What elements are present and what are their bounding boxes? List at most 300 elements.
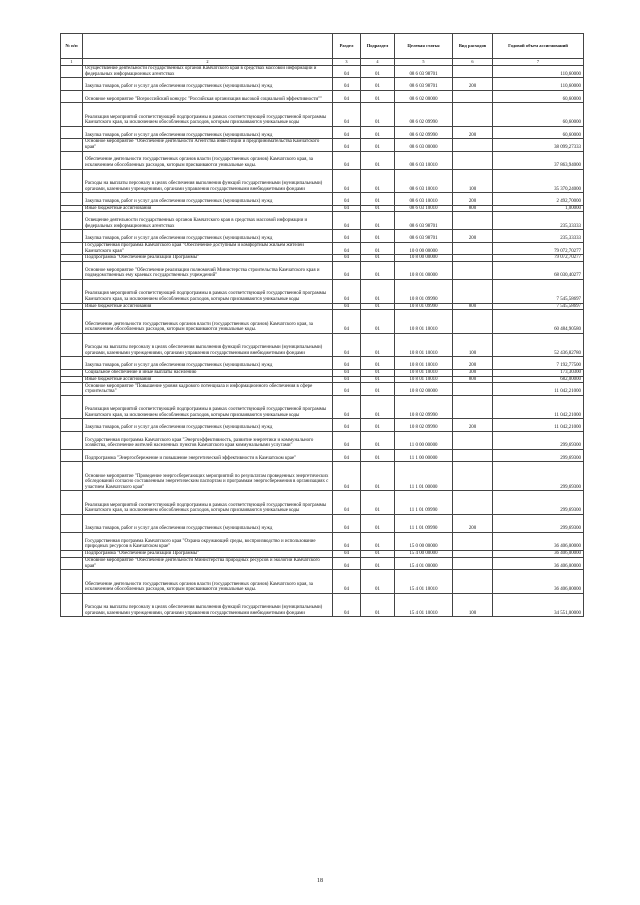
row-target-article-cell: 11 0 00 00000 xyxy=(395,431,453,449)
row-expense-type-cell: 800 xyxy=(453,303,493,310)
row-target-article-cell: 10 8 01 09990 xyxy=(395,303,453,310)
row-razdel-cell: 04 xyxy=(333,242,361,254)
row-expense-type-cell xyxy=(453,491,493,515)
row-podrazdel-cell: 01 xyxy=(361,533,395,551)
column-number: 5 xyxy=(395,59,453,66)
row-target-article-cell: 10 8 02 00000 xyxy=(395,383,453,395)
row-target-article-cell: 08 6 03 10010 xyxy=(395,169,453,193)
table-row xyxy=(61,66,584,78)
table-row xyxy=(61,78,584,90)
row-amount-cell: 235,33333 xyxy=(493,230,584,242)
row-expense-type-cell: 200 xyxy=(453,419,493,431)
row-expense-type-cell: 200 xyxy=(453,193,493,205)
row-target-article-cell: 10 8 01 10010 xyxy=(395,310,453,334)
column-number: 6 xyxy=(453,59,493,66)
row-razdel-cell: 04 xyxy=(333,593,361,617)
row-expense-type-cell xyxy=(453,255,493,262)
row-index-cell xyxy=(61,557,83,569)
row-target-article-cell: 08 6 03 98701 xyxy=(395,66,453,78)
header-index: № п/п xyxy=(61,34,83,59)
row-expense-type-cell xyxy=(453,383,493,395)
row-amount-cell: 173,30300 xyxy=(493,369,584,376)
page-number: 18 xyxy=(317,878,323,884)
table-row xyxy=(61,310,584,334)
row-podrazdel-cell: 01 xyxy=(361,205,395,212)
row-podrazdel-cell: 01 xyxy=(361,593,395,617)
row-razdel-cell: 04 xyxy=(333,212,361,230)
row-amount-cell: 299,69300 xyxy=(493,449,584,461)
row-razdel-cell: 04 xyxy=(333,151,361,169)
row-amount-cell: 299,69300 xyxy=(493,462,584,491)
row-expense-type-cell: 200 xyxy=(453,515,493,533)
header-target-article: Целевая статья xyxy=(395,34,453,59)
row-index-cell xyxy=(61,169,83,193)
header-expense-type: Вид расходов xyxy=(453,34,493,59)
row-razdel-cell: 04 xyxy=(333,78,361,90)
row-target-article-cell: 10 8 01 10010 xyxy=(395,369,453,376)
header-name xyxy=(83,34,333,59)
row-podrazdel-cell: 01 xyxy=(361,376,395,383)
row-amount-cell: 7 545,58697 xyxy=(493,303,584,310)
table-row xyxy=(61,103,584,127)
row-razdel-cell: 04 xyxy=(333,333,361,357)
row-index-cell xyxy=(61,491,83,515)
row-amount-cell: 60,60000 xyxy=(493,90,584,102)
table-row xyxy=(61,593,584,617)
row-index-cell xyxy=(61,533,83,551)
row-podrazdel-cell: 01 xyxy=(361,78,395,90)
row-expense-type-cell: 200 xyxy=(453,78,493,90)
table-row xyxy=(61,139,584,151)
row-name-cell: Освещение деятельности государственных органов Камчатского края в средствах массовой информации и федеральных информационных агентствах xyxy=(83,212,333,230)
row-amount-cell: 299,69300 xyxy=(493,491,584,515)
row-target-article-cell: 10 8 01 10010 xyxy=(395,376,453,383)
row-name-cell: Закупка товаров, работ и услуг для обеспечения государственных (муниципальных) нужд xyxy=(83,515,333,533)
table-row xyxy=(61,212,584,230)
row-name-cell: Обеспечение деятельности государственных органов власти (государственных органов) Камчатского края, за исключением обособленных расходов, которым присваиваются уникальные коды. xyxy=(83,151,333,169)
row-target-article-cell: 15 4 01 10010 xyxy=(395,570,453,594)
row-index-cell xyxy=(61,593,83,617)
table-row xyxy=(61,255,584,262)
table-header-row xyxy=(61,34,584,59)
row-target-article-cell: 10 8 01 00000 xyxy=(395,261,453,279)
row-expense-type-cell xyxy=(453,431,493,449)
row-name-cell: Иные бюджетные ассигнования xyxy=(83,303,333,310)
row-podrazdel-cell: 01 xyxy=(361,126,395,138)
header-annual-amount: Годовой объем ассигнований xyxy=(493,34,584,59)
row-amount-cell: 36 406,00000 xyxy=(493,533,584,551)
row-index-cell xyxy=(61,205,83,212)
row-amount-cell: 36 406,00000 xyxy=(493,557,584,569)
row-target-article-cell: 10 8 02 09990 xyxy=(395,419,453,431)
row-name-cell: Основное мероприятие "Проведение энергосберегающих мероприятий по результатам проведенных энергетических обследований согласно составленным энергетическим паспортам и программам энергосбережения в организациях с участием Камчатского края" xyxy=(83,462,333,491)
row-amount-cell: 7 545,58697 xyxy=(493,279,584,303)
row-expense-type-cell: 200 xyxy=(453,126,493,138)
row-target-article-cell: 08 6 02 09990 xyxy=(395,103,453,127)
row-amount-cell: 68 030,40277 xyxy=(493,261,584,279)
row-name-cell: Расходы на выплаты персоналу в целях обеспечения выполнения функций государственными (муниципальными) органами, казенными учреждениями, органами управления государственными внебюджетными фондами xyxy=(83,169,333,193)
row-target-article-cell: 11 1 00 00000 xyxy=(395,449,453,461)
row-name-cell: Подпрограмма "Энергосбережение и повышение энергетической эффективности в Камчатском крае" xyxy=(83,449,333,461)
row-expense-type-cell xyxy=(453,139,493,151)
table-row xyxy=(61,242,584,254)
row-name-cell: Подпрограмма "Обеспечение реализации Программы" xyxy=(83,255,333,262)
table-row xyxy=(61,230,584,242)
table-row xyxy=(61,169,584,193)
row-podrazdel-cell: 01 xyxy=(361,431,395,449)
row-expense-type-cell xyxy=(453,395,493,419)
row-name-cell: Основное мероприятие "Обеспечение реализации полномочий Министерства строительства Камчатского края и подведомственных ему краевых государственных учреждений" xyxy=(83,261,333,279)
row-name-cell: Иные бюджетные ассигнования xyxy=(83,376,333,383)
row-amount-cell: 235,33333 xyxy=(493,212,584,230)
row-razdel-cell: 04 xyxy=(333,369,361,376)
row-razdel-cell: 04 xyxy=(333,205,361,212)
table-row xyxy=(61,357,584,369)
row-index-cell xyxy=(61,103,83,127)
row-target-article-cell: 15 4 01 00000 xyxy=(395,557,453,569)
row-expense-type-cell xyxy=(453,103,493,127)
row-name-cell: Реализация мероприятий соответствующей подпрограммы в рамках соответствующей государственной программы Камчатского края, за исключением обособленных расходов, которым присваиваются уникальные коды xyxy=(83,279,333,303)
row-razdel-cell: 04 xyxy=(333,193,361,205)
row-index-cell xyxy=(61,279,83,303)
row-expense-type-cell xyxy=(453,90,493,102)
row-index-cell xyxy=(61,419,83,431)
row-expense-type-cell xyxy=(453,151,493,169)
row-razdel-cell: 04 xyxy=(333,255,361,262)
row-index-cell xyxy=(61,431,83,449)
table-row xyxy=(61,431,584,449)
row-expense-type-cell xyxy=(453,66,493,78)
row-expense-type-cell: 100 xyxy=(453,333,493,357)
table-row xyxy=(61,551,584,558)
row-name-cell: Обеспечение деятельности государственных органов власти (государственных органов) Камчатского края, за исключением обособленных расходов, которым присваиваются уникальные коды. xyxy=(83,310,333,334)
row-index-cell xyxy=(61,462,83,491)
row-razdel-cell: 04 xyxy=(333,395,361,419)
row-podrazdel-cell: 01 xyxy=(361,383,395,395)
row-amount-cell: 38 099,27333 xyxy=(493,139,584,151)
row-amount-cell: 110,60000 xyxy=(493,66,584,78)
row-razdel-cell: 04 xyxy=(333,90,361,102)
row-target-article-cell: 15 0 00 00000 xyxy=(395,533,453,551)
row-razdel-cell: 04 xyxy=(333,310,361,334)
table-row xyxy=(61,90,584,102)
row-index-cell xyxy=(61,357,83,369)
row-name-cell: Основное мероприятие "Обеспечение деятельности Агентства инвестиций и предпринимательства Камчатского края" xyxy=(83,139,333,151)
row-expense-type-cell xyxy=(453,242,493,254)
row-index-cell xyxy=(61,212,83,230)
row-razdel-cell: 04 xyxy=(333,462,361,491)
row-name-cell: Закупка товаров, работ и услуг для обеспечения государственных (муниципальных) нужд xyxy=(83,78,333,90)
row-podrazdel-cell: 01 xyxy=(361,151,395,169)
row-expense-type-cell: 100 xyxy=(453,169,493,193)
row-expense-type-cell: 200 xyxy=(453,357,493,369)
row-podrazdel-cell: 01 xyxy=(361,570,395,594)
row-index-cell xyxy=(61,139,83,151)
table-row xyxy=(61,151,584,169)
row-amount-cell: 37 863,94000 xyxy=(493,151,584,169)
column-number: 1 xyxy=(61,59,83,66)
row-target-article-cell: 08 6 03 10010 xyxy=(395,151,453,169)
table-row xyxy=(61,205,584,212)
row-amount-cell: 79 072,70277 xyxy=(493,255,584,262)
row-razdel-cell: 04 xyxy=(333,303,361,310)
row-target-article-cell: 10 8 01 10010 xyxy=(395,357,453,369)
row-name-cell: Закупка товаров, работ и услуг для обеспечения государственных (муниципальных) нужд xyxy=(83,357,333,369)
table-row xyxy=(61,515,584,533)
row-expense-type-cell: 200 xyxy=(453,230,493,242)
row-amount-cell: 299,69300 xyxy=(493,515,584,533)
row-target-article-cell: 08 6 03 98701 xyxy=(395,230,453,242)
row-podrazdel-cell: 01 xyxy=(361,551,395,558)
row-podrazdel-cell: 01 xyxy=(361,449,395,461)
table-row xyxy=(61,261,584,279)
row-amount-cell: 60,60000 xyxy=(493,126,584,138)
row-target-article-cell: 10 0 00 00000 xyxy=(395,242,453,254)
row-podrazdel-cell: 01 xyxy=(361,193,395,205)
row-razdel-cell: 04 xyxy=(333,261,361,279)
table-row xyxy=(61,279,584,303)
row-razdel-cell: 04 xyxy=(333,515,361,533)
row-podrazdel-cell: 01 xyxy=(361,491,395,515)
row-amount-cell: 60 484,90580 xyxy=(493,310,584,334)
row-target-article-cell: 08 6 03 10010 xyxy=(395,205,453,212)
column-number: 7 xyxy=(493,59,584,66)
row-razdel-cell: 04 xyxy=(333,551,361,558)
row-podrazdel-cell: 01 xyxy=(361,333,395,357)
row-target-article-cell: 08 6 02 09990 xyxy=(395,126,453,138)
table-row xyxy=(61,395,584,419)
table-row xyxy=(61,570,584,594)
row-index-cell xyxy=(61,515,83,533)
row-index-cell xyxy=(61,255,83,262)
row-podrazdel-cell: 01 xyxy=(361,395,395,419)
row-name-cell: Государственная программа Камчатского края "Обеспечение доступным и комфортным жильем жителей Камчатского края" xyxy=(83,242,333,254)
row-razdel-cell: 04 xyxy=(333,230,361,242)
row-razdel-cell: 04 xyxy=(333,139,361,151)
row-index-cell xyxy=(61,151,83,169)
table-row xyxy=(61,383,584,395)
row-amount-cell: 11 042,21000 xyxy=(493,383,584,395)
row-name-cell: Реализация мероприятий соответствующей подпрограммы в рамках соответствующей государственной программы Камчатского края, за исключением обособленных расходов, которым присваиваются уникальные коды xyxy=(83,103,333,127)
table-row xyxy=(61,533,584,551)
row-razdel-cell: 04 xyxy=(333,533,361,551)
row-index-cell xyxy=(61,303,83,310)
row-name-cell: Основное мероприятие "Всероссийский конкурс "Российская организация высокой социальной эффективности"" xyxy=(83,90,333,102)
row-razdel-cell: 04 xyxy=(333,279,361,303)
row-amount-cell: 682,00000 xyxy=(493,376,584,383)
row-podrazdel-cell: 01 xyxy=(361,255,395,262)
row-razdel-cell: 04 xyxy=(333,449,361,461)
row-name-cell: Закупка товаров, работ и услуг для обеспечения государственных (муниципальных) нужд xyxy=(83,193,333,205)
row-podrazdel-cell: 01 xyxy=(361,139,395,151)
row-target-article-cell: 08 6 03 00000 xyxy=(395,139,453,151)
header-podrazdel: Подраздел xyxy=(361,34,395,59)
row-podrazdel-cell: 01 xyxy=(361,66,395,78)
table-row xyxy=(61,419,584,431)
row-razdel-cell: 04 xyxy=(333,419,361,431)
row-index-cell xyxy=(61,230,83,242)
row-razdel-cell: 04 xyxy=(333,383,361,395)
table-body xyxy=(61,66,584,617)
row-amount-cell: 11 042,21000 xyxy=(493,395,584,419)
row-index-cell xyxy=(61,369,83,376)
row-index-cell xyxy=(61,310,83,334)
row-podrazdel-cell: 01 xyxy=(361,212,395,230)
row-target-article-cell: 11 1 01 09990 xyxy=(395,491,453,515)
row-razdel-cell: 04 xyxy=(333,103,361,127)
row-podrazdel-cell: 01 xyxy=(361,169,395,193)
row-podrazdel-cell: 01 xyxy=(361,357,395,369)
row-name-cell: Государственная программа Камчатского края "Энергоэффективность, развитие энергетики и коммунального хозяйства, обеспечение жителей населенных пунктов Камчатского края коммунальными услугами" xyxy=(83,431,333,449)
column-number: 4 xyxy=(361,59,395,66)
table-row xyxy=(61,303,584,310)
row-expense-type-cell: 300 xyxy=(453,369,493,376)
row-amount-cell: 299,69300 xyxy=(493,431,584,449)
row-expense-type-cell xyxy=(453,570,493,594)
row-name-cell: Закупка товаров, работ и услуг для обеспечения государственных (муниципальных) нужд xyxy=(83,419,333,431)
row-index-cell xyxy=(61,66,83,78)
row-expense-type-cell xyxy=(453,462,493,491)
table-row xyxy=(61,369,584,376)
table-row xyxy=(61,193,584,205)
table-row xyxy=(61,557,584,569)
row-target-article-cell: 10 8 00 00000 xyxy=(395,255,453,262)
row-razdel-cell: 04 xyxy=(333,557,361,569)
row-name-cell: Государственная программа Камчатского края "Охрана окружающей среды, воспроизводство и использование природных ресурсов в Камчатском крае" xyxy=(83,533,333,551)
row-expense-type-cell: 800 xyxy=(453,205,493,212)
row-name-cell: Обеспечение деятельности государственных органов власти (государственных органов) Камчатского края, за исключением обособленных расходов, которым присваиваются уникальные коды. xyxy=(83,570,333,594)
row-expense-type-cell xyxy=(453,310,493,334)
row-amount-cell: 110,60000 xyxy=(493,78,584,90)
row-target-article-cell: 10 8 02 09990 xyxy=(395,395,453,419)
row-podrazdel-cell: 01 xyxy=(361,303,395,310)
row-name-cell: Осуществление деятельности государственных органов Камчатского края в средствах массовой информации и федеральных информационных агентствах xyxy=(83,66,333,78)
table-row xyxy=(61,462,584,491)
row-index-cell xyxy=(61,383,83,395)
row-index-cell xyxy=(61,376,83,383)
row-amount-cell: 7 192,77500 xyxy=(493,357,584,369)
row-amount-cell: 11 042,21000 xyxy=(493,419,584,431)
row-index-cell xyxy=(61,126,83,138)
row-index-cell xyxy=(61,78,83,90)
row-index-cell xyxy=(61,333,83,357)
row-name-cell: Реализация мероприятий соответствующей подпрограммы в рамках соответствующей государственной программы Камчатского края, за исключением обособленных расходов, которым присваиваются уникальные коды xyxy=(83,395,333,419)
row-amount-cell: 79 072,70277 xyxy=(493,242,584,254)
table-row xyxy=(61,333,584,357)
row-razdel-cell: 04 xyxy=(333,126,361,138)
row-index-cell xyxy=(61,261,83,279)
row-target-article-cell: 10 8 01 09990 xyxy=(395,279,453,303)
row-podrazdel-cell: 01 xyxy=(361,419,395,431)
row-expense-type-cell xyxy=(453,261,493,279)
row-name-cell: Основное мероприятие "Повышение уровня кадрового потенциала и информационного обеспечения в сфере строительства" xyxy=(83,383,333,395)
row-target-article-cell: 15 4 00 00000 xyxy=(395,551,453,558)
row-razdel-cell: 04 xyxy=(333,491,361,515)
row-name-cell: Реализация мероприятий соответствующей подпрограммы в рамках соответствующей государственной программы Камчатского края, за исключением обособленных расходов, которым присваиваются уникальные коды xyxy=(83,491,333,515)
row-podrazdel-cell: 01 xyxy=(361,462,395,491)
column-number-row xyxy=(61,59,584,66)
table-row xyxy=(61,449,584,461)
row-podrazdel-cell: 01 xyxy=(361,261,395,279)
row-razdel-cell: 04 xyxy=(333,376,361,383)
row-target-article-cell: 10 8 01 10010 xyxy=(395,333,453,357)
row-podrazdel-cell: 01 xyxy=(361,515,395,533)
row-razdel-cell: 04 xyxy=(333,570,361,594)
row-name-cell: Социальное обеспечение и иные выплаты населению xyxy=(83,369,333,376)
row-razdel-cell: 04 xyxy=(333,66,361,78)
row-expense-type-cell xyxy=(453,533,493,551)
row-amount-cell: 36 406,00000 xyxy=(493,551,584,558)
row-index-cell xyxy=(61,449,83,461)
budget-table xyxy=(60,33,584,617)
budget-table-page xyxy=(60,33,583,617)
table-row xyxy=(61,376,584,383)
table-row xyxy=(61,491,584,515)
row-podrazdel-cell: 01 xyxy=(361,557,395,569)
row-name-cell: Закупка товаров, работ и услуг для обеспечения государственных (муниципальных) нужд xyxy=(83,230,333,242)
row-index-cell xyxy=(61,193,83,205)
row-podrazdel-cell: 01 xyxy=(361,90,395,102)
row-podrazdel-cell: 01 xyxy=(361,310,395,334)
row-target-article-cell: 11 1 01 00000 xyxy=(395,462,453,491)
row-index-cell xyxy=(61,395,83,419)
row-name-cell: Подпрограмма "Обеспечение реализации Программы" xyxy=(83,551,333,558)
row-amount-cell: 60,60000 xyxy=(493,103,584,127)
row-amount-cell: 34 551,00000 xyxy=(493,593,584,617)
row-target-article-cell: 11 1 01 09990 xyxy=(395,515,453,533)
row-amount-cell: 36 406,00000 xyxy=(493,570,584,594)
row-expense-type-cell xyxy=(453,212,493,230)
row-razdel-cell: 04 xyxy=(333,169,361,193)
row-podrazdel-cell: 01 xyxy=(361,279,395,303)
row-target-article-cell: 08 6 02 00000 xyxy=(395,90,453,102)
row-name-cell: Иные бюджетные ассигнования xyxy=(83,205,333,212)
row-index-cell xyxy=(61,242,83,254)
row-name-cell: Расходы на выплаты персоналу в целях обеспечения выполнения функций государственными (муниципальными) органами, казенными учреждениями, органами управления государственными внебюджетными фондами xyxy=(83,593,333,617)
row-podrazdel-cell: 01 xyxy=(361,242,395,254)
header-razdel: Раздел xyxy=(333,34,361,59)
row-target-article-cell: 15 4 01 10010 xyxy=(395,593,453,617)
column-number: 2 xyxy=(83,59,333,66)
row-expense-type-cell: 100 xyxy=(453,593,493,617)
row-razdel-cell: 04 xyxy=(333,357,361,369)
row-podrazdel-cell: 01 xyxy=(361,103,395,127)
row-amount-cell: 2 492,70000 xyxy=(493,193,584,205)
row-expense-type-cell xyxy=(453,449,493,461)
row-expense-type-cell xyxy=(453,551,493,558)
row-name-cell: Закупка товаров, работ и услуг для обеспечения государственных (муниципальных) нужд xyxy=(83,126,333,138)
row-index-cell xyxy=(61,551,83,558)
row-expense-type-cell xyxy=(453,557,493,569)
row-podrazdel-cell: 01 xyxy=(361,230,395,242)
row-razdel-cell: 04 xyxy=(333,431,361,449)
row-expense-type-cell: 800 xyxy=(453,376,493,383)
row-amount-cell: 1,00000 xyxy=(493,205,584,212)
row-index-cell xyxy=(61,570,83,594)
row-podrazdel-cell: 01 xyxy=(361,369,395,376)
row-name-cell: Основное мероприятие "Обеспечение деятельности Министерства природных ресурсов и экологии Камчатского края" xyxy=(83,557,333,569)
row-target-article-cell: 08 6 03 98701 xyxy=(395,78,453,90)
row-expense-type-cell xyxy=(453,279,493,303)
row-amount-cell: 52 436,82780 xyxy=(493,333,584,357)
row-amount-cell: 35 370,24000 xyxy=(493,169,584,193)
row-target-article-cell: 08 6 03 98701 xyxy=(395,212,453,230)
row-target-article-cell: 08 6 03 10010 xyxy=(395,193,453,205)
table-row xyxy=(61,126,584,138)
column-number: 3 xyxy=(333,59,361,66)
row-index-cell xyxy=(61,90,83,102)
row-name-cell: Расходы на выплаты персоналу в целях обеспечения выполнения функций государственными (муниципальными) органами, казенными учреждениями, органами управления государственными внебюджетными фондами xyxy=(83,333,333,357)
